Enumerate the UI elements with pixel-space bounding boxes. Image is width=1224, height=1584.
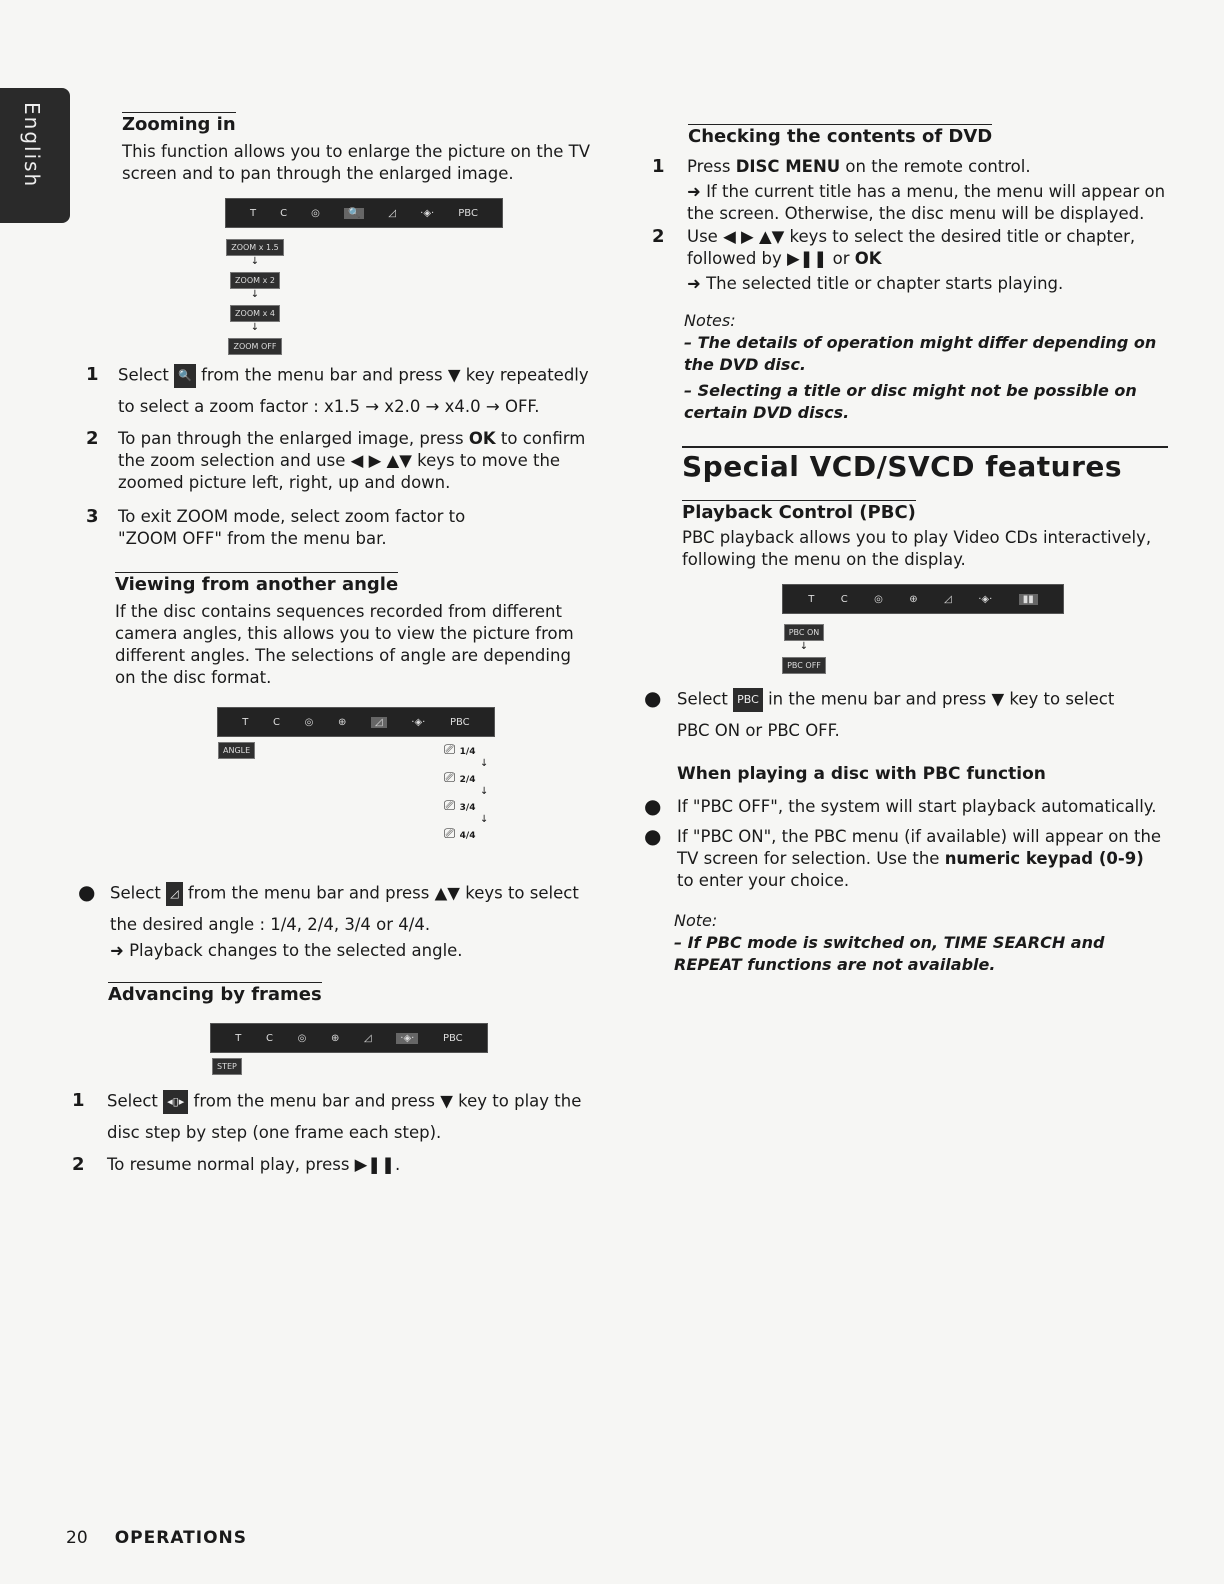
angle-icon: ◿ — [371, 717, 387, 728]
dvd-step-1 — [652, 156, 1172, 225]
bullet-icon: ● — [644, 824, 662, 848]
language-tab-label: English — [20, 102, 44, 189]
pbc-intro: PBC playback allows you to play Video CDs interactively, following the menu on the display. — [682, 528, 1152, 569]
angle-level: 2/4 — [459, 775, 476, 785]
down-arrow-icon: ↓ — [250, 256, 260, 267]
zoom-levels — [225, 235, 285, 355]
step-text: Select — [677, 689, 728, 709]
bar-item: ⊕ — [330, 1032, 340, 1044]
step-number: 2 — [652, 226, 665, 247]
step-text: Use ◀ ▶ ▲▼ keys to select the desired title or chapter, followed by ▶❚❚ or — [687, 227, 1136, 268]
zoom-level-chip: ZOOM x 1.5 — [226, 239, 284, 256]
step-text: To resume normal play, press ▶❚❚. — [107, 1155, 401, 1174]
zoom-intro: This function allows you to enlarge the picture on the TV screen and to pan through the enlarged image. — [122, 142, 591, 183]
angle-icon: ◿ — [166, 882, 182, 906]
zoom-icon: 🔍 — [174, 364, 196, 388]
step-text: Select — [118, 365, 169, 385]
down-arrow-icon: ↓ — [250, 289, 260, 300]
down-arrow-icon: ↓ — [799, 641, 809, 652]
numeric-keypad-label: numeric keypad (0-9) — [944, 849, 1144, 868]
step-text: from the menu bar and press ▼ key to play the — [193, 1091, 582, 1111]
step-text: PBC ON or PBC OFF. — [677, 721, 840, 740]
step-result: ➜ The selected title or chapter starts playing. — [687, 274, 1064, 293]
bullet-text: If "PBC OFF", the system will start playback automatically. — [677, 797, 1157, 816]
angle-level: 3/4 — [459, 803, 476, 813]
bullet-icon: ● — [78, 880, 96, 904]
frames-step-1 — [72, 1090, 592, 1144]
frames-menu-bar — [210, 1023, 488, 1053]
dvd-heading: Checking the contents of DVD — [688, 126, 993, 147]
pbc-menu-bar — [782, 584, 1064, 614]
down-arrow-icon: ↓ — [480, 786, 489, 797]
step-text: to confirm the zoom selection and use ◀ ▶ ▲▼ keys to move the zoomed picture left, right, up and down. — [118, 429, 586, 492]
bar-item: ⊕ — [337, 716, 347, 728]
pbc-level-chip: PBC ON — [784, 624, 825, 641]
step-text: from the menu bar and press ▼ key repeatedly — [201, 365, 589, 385]
bullet-icon: ● — [644, 794, 662, 818]
step-text: on the remote control. — [845, 157, 1031, 176]
zoom-level-chip: ZOOM x 2 — [230, 272, 280, 289]
step-number: 2 — [86, 428, 99, 449]
angle-levels — [444, 742, 504, 842]
pbc-heading: Playback Control (PBC) — [682, 502, 916, 523]
camera-icon: ⎚ — [444, 798, 456, 814]
bar-item: T — [250, 207, 257, 219]
step-number: 1 — [72, 1090, 85, 1111]
step-text: to select a zoom factor : x1.5 → x2.0 → x4.0 → OFF. — [118, 397, 540, 416]
pbc-section — [682, 500, 1162, 571]
zoom-step-2 — [86, 428, 596, 494]
bullet-text: If "PBC ON", the PBC menu (if available) will appear on the TV screen for selection. Use the — [677, 827, 1162, 868]
zoom-icon: 🔍 — [344, 208, 364, 219]
step-text: Press — [687, 157, 731, 176]
down-arrow-icon: ↓ — [480, 758, 489, 769]
dvd-notes — [684, 310, 1174, 424]
disc-menu-key-label: DISC MENU — [735, 157, 841, 176]
step-number: 3 — [86, 506, 99, 527]
special-heading: Special VCD/SVCD features — [682, 446, 1168, 483]
step-number: 2 — [72, 1154, 85, 1175]
bar-item: C — [280, 207, 288, 219]
pbc-bullet-1 — [644, 796, 1164, 818]
step-text: Select — [107, 1091, 158, 1111]
frames-step-2 — [72, 1154, 592, 1176]
pbc-icon: ▮▮ — [1019, 594, 1038, 605]
dvd-section — [688, 124, 1168, 147]
bar-item: ·◈· — [420, 207, 435, 219]
bar-item: PBC — [449, 716, 470, 728]
note-item: – The details of operation might differ depending on the DVD disc. — [684, 333, 1157, 374]
bullet-icon: ● — [644, 686, 662, 710]
zoom-menu-bar — [225, 198, 503, 228]
bar-item: ⊕ — [909, 593, 918, 605]
angle-menu-bar — [217, 707, 495, 737]
pbc-bullet-2 — [644, 826, 1164, 892]
step-text: To pan through the enlarged image, press — [118, 429, 464, 448]
bar-item: ◎ — [874, 593, 883, 605]
zoom-level-chip: ZOOM OFF — [228, 338, 281, 355]
pbc-select-step — [644, 688, 1164, 742]
bar-item: T — [235, 1032, 242, 1044]
when-heading: When playing a disc with PBC function — [677, 764, 1046, 784]
bar-item: ◎ — [304, 716, 314, 728]
special-section — [682, 446, 1168, 483]
step-text: from the menu bar and press ▲▼ keys to select — [187, 883, 579, 903]
down-arrow-icon: ↓ — [480, 814, 489, 825]
camera-icon: ⎚ — [444, 770, 456, 786]
bar-item: T — [808, 593, 815, 605]
bar-item: ·◈· — [411, 716, 426, 728]
bar-item: T — [242, 716, 249, 728]
page-number: 20 — [66, 1528, 88, 1548]
bar-item: PBC — [458, 207, 478, 219]
section-name: OPERATIONS — [114, 1528, 248, 1548]
zoom-section — [122, 112, 592, 185]
page-footer — [66, 1528, 247, 1548]
step-chip: STEP — [212, 1058, 242, 1075]
step-icon: ·◈· — [396, 1033, 418, 1044]
dvd-step-2 — [652, 226, 1152, 295]
step-number: 1 — [86, 364, 99, 385]
bar-item: C — [266, 1032, 273, 1044]
pbc-level-chip: PBC OFF — [782, 657, 826, 674]
step-text: the desired angle : 1/4, 2/4, 3/4 or 4/4. — [110, 915, 431, 934]
camera-icon: ⎚ — [444, 742, 456, 758]
pbc-note — [674, 910, 1144, 976]
bar-item: ◿ — [388, 207, 397, 219]
bar-item: ·◈· — [978, 593, 993, 605]
step-text: To exit ZOOM mode, select zoom factor to "ZOOM OFF" from the menu bar. — [118, 507, 466, 548]
bar-item: C — [840, 593, 848, 605]
bar-item: ◎ — [311, 207, 320, 219]
note-title: Note: — [674, 911, 718, 930]
bullet-text: to enter your choice. — [677, 871, 850, 890]
step-result: ➜ Playback changes to the selected angle. — [110, 941, 463, 960]
angle-level: 4/4 — [459, 831, 476, 841]
bar-item: C — [273, 716, 280, 728]
bar-item: ◿ — [944, 593, 952, 605]
note-item: – Selecting a title or disc might not be possible on certain DVD discs. — [684, 381, 1137, 422]
bar-item: ◎ — [297, 1032, 307, 1044]
when-playing-section — [677, 764, 1167, 784]
angle-heading: Viewing from another angle — [115, 574, 399, 595]
ok-key-label: OK — [468, 429, 496, 448]
zoom-step-1 — [86, 364, 596, 418]
frames-heading: Advancing by frames — [108, 984, 322, 1005]
angle-step — [78, 882, 598, 962]
ok-key-label: OK — [854, 249, 882, 268]
angle-level: 1/4 — [459, 747, 476, 757]
zoom-heading: Zooming in — [122, 114, 236, 135]
step-number: 1 — [652, 156, 665, 177]
pbc-icon: PBC — [733, 688, 763, 712]
frames-section — [108, 982, 578, 1005]
angle-chip: ANGLE — [218, 742, 255, 759]
bar-item: PBC — [442, 1032, 463, 1044]
bar-item: ◿ — [363, 1032, 372, 1044]
note-item: – If PBC mode is switched on, TIME SEARCH and REPEAT functions are not available. — [674, 933, 1105, 974]
angle-intro: If the disc contains sequences recorded from different camera angles, this allows you to view the picture from different angles. The selections of angle are depending on the disc format. — [115, 602, 574, 687]
step-text: Select — [110, 883, 161, 903]
zoom-level-chip: ZOOM x 4 — [230, 305, 280, 322]
step-text: in the menu bar and press ▼ key to select — [768, 689, 1115, 709]
camera-icon: ⎚ — [444, 826, 456, 842]
step-text: disc step by step (one frame each step). — [107, 1123, 442, 1142]
down-arrow-icon: ↓ — [250, 322, 260, 333]
language-tab — [0, 88, 70, 223]
pbc-levels — [780, 620, 828, 674]
notes-title: Notes: — [684, 311, 736, 330]
angle-section — [115, 572, 585, 689]
step-result: ➜ If the current title has a menu, the menu will appear on the screen. Otherwise, the disc menu will be displayed. — [687, 182, 1166, 223]
step-icon: ◂▯▸ — [163, 1090, 188, 1114]
zoom-step-3 — [86, 506, 486, 550]
